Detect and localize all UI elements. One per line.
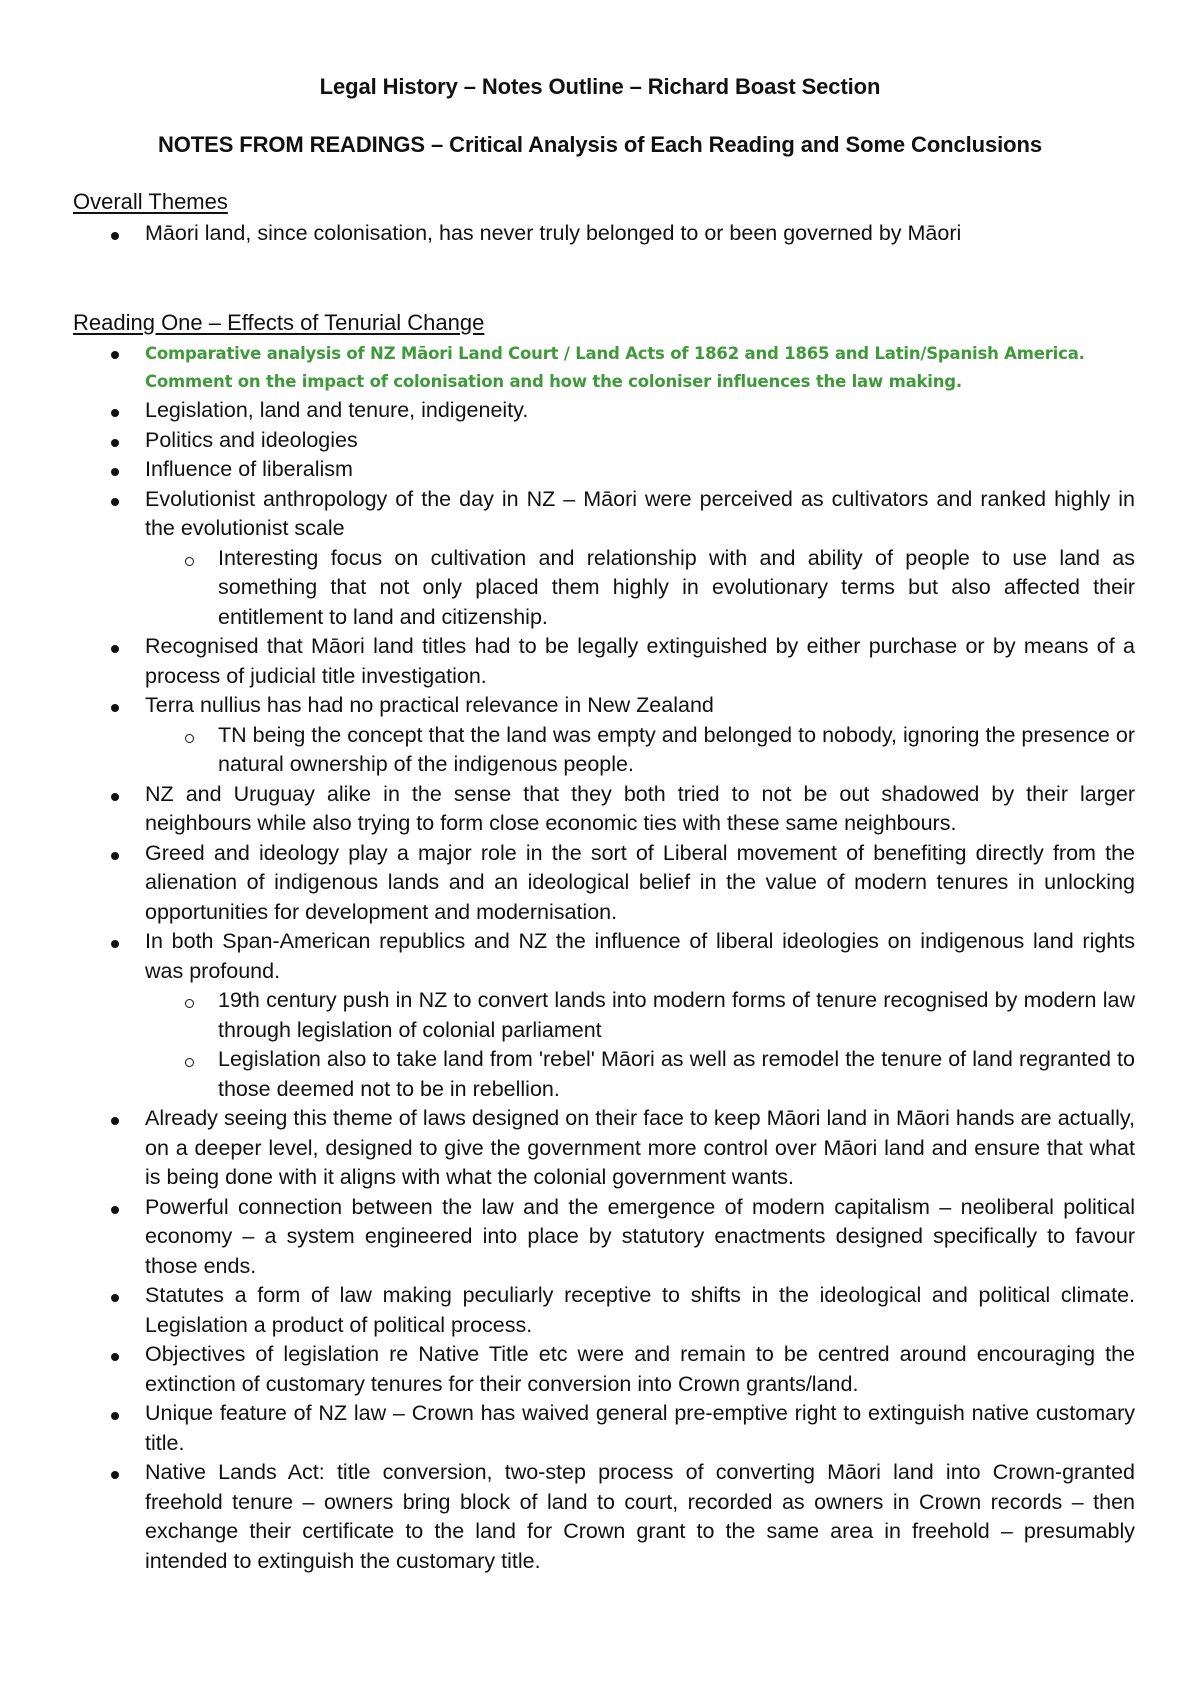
list-item-text: Unique feature of NZ law – Crown has waived general pre-emptive right to extinguish native customary title. (145, 1401, 1135, 1455)
bullet-icon (111, 439, 119, 447)
sub-list-item (145, 986, 1135, 1045)
sub-list-item-text: 19th century push in NZ to convert lands into modern forms of tenure recognised by modern law through legislation of colonial parliament (218, 988, 1135, 1042)
list-item-text: Māori land, since colonisation, has never truly belonged to or been governed by Māori (145, 221, 962, 245)
list-item (0, 1399, 1200, 1458)
bullet-icon (111, 351, 119, 359)
list-item-text: Legislation, land and tenure, indigeneity. (145, 398, 529, 422)
list-item-text: Comparative analysis of NZ Māori Land Court / Land Acts of 1862 and 1865 and Latin/Spanish America. Comment on the impact of colonisation and how the coloniser influences the law making. (145, 344, 1085, 391)
list-item (0, 839, 1200, 928)
list-item (0, 632, 1200, 691)
sub-bullet-icon (185, 734, 194, 743)
list-item (0, 340, 1200, 396)
list-item-text: NZ and Uruguay alike in the sense that they both tried to not be out shadowed by their larger neighbours while also trying to form close economic ties with these same neighbours. (145, 781, 1135, 835)
bullet-icon (111, 409, 119, 417)
list-item-text: Powerful connection between the law and the emergence of modern capitalism – neoliberal political economy – a system engineered into place by statutory enactments designed specifically to favour those ends. (145, 1194, 1135, 1278)
overall-themes-heading: Overall Themes (73, 189, 228, 214)
list-item (0, 485, 1200, 633)
bullet-icon (111, 1353, 119, 1361)
list-item-text: Statutes a form of law making peculiarly receptive to shifts in the ideological and political climate. Legislation a product of political process. (145, 1283, 1135, 1337)
list-item-text: Objectives of legislation re Native Title etc were and remain to be centred around encouraging the extinction of customary tenures for their conversion into Crown grants/land. (145, 1342, 1135, 1396)
overall-themes-list (0, 219, 1200, 249)
sub-bullet-icon (185, 557, 194, 566)
list-item (0, 927, 1200, 1104)
bullet-icon (111, 498, 119, 506)
list-item (0, 691, 1200, 780)
list-item-text: Recognised that Māori land titles had to be legally extinguished by either purchase or by means of a process of judicial title investigation. (145, 634, 1135, 688)
list-item-text: Politics and ideologies (145, 427, 358, 452)
list-item-text: Evolutionist anthropology of the day in NZ – Māori were perceived as cultivators and ranked highly in the evolutionist scale (145, 486, 1135, 540)
list-item-text: Already seeing this theme of laws designed on their face to keep Māori land in Māori hands are actually, on a deeper level, designed to give the government more control over Māori land and ensure that what is being done with it aligns with what the colonial government wants. (145, 1106, 1135, 1189)
sub-list (145, 544, 1135, 633)
bullet-icon (111, 1117, 119, 1125)
list-item-text: Influence of liberalism (145, 457, 353, 481)
list-item (0, 396, 1200, 426)
bullet-icon (111, 793, 119, 801)
sub-list-item (145, 721, 1135, 780)
reading-one-list (0, 340, 1200, 1576)
list-item (0, 219, 1200, 249)
sub-list (145, 986, 1135, 1104)
bullet-icon (111, 940, 119, 948)
list-item (0, 1193, 1200, 1282)
sub-bullet-icon (185, 1058, 194, 1067)
list-item (0, 1458, 1200, 1576)
sub-list-item-text: TN being the concept that the land was empty and belonged to nobody, ignoring the presence or natural ownership of the indigenous people. (218, 722, 1135, 776)
bullet-icon (111, 704, 119, 712)
document-title: Legal History – Notes Outline – Richard Boast Section (319, 74, 881, 99)
document-subtitle: NOTES FROM READINGS – Critical Analysis of Each Reading and Some Conclusions (158, 132, 1042, 157)
sub-bullet-icon (185, 999, 194, 1008)
list-item (0, 1281, 1200, 1340)
list-item-text: Terra nullius has had no practical relevance in New Zealand (145, 693, 714, 717)
list-item-text: Native Lands Act: title conversion, two-step process of converting Māori land into Crown-granted freehold tenure – owners bring block of land to court, recorded as owners in Crown records – then exchange their certificate to the land for Crown grant to the same area in freehold – presumably intended to extinguish the customary title. (145, 1460, 1135, 1573)
list-item-text: Greed and ideology play a major role in the sort of Liberal movement of benefiting directly from the alienation of indigenous lands and an ideological belief in the value of modern tenures in unlocking opportunities for development and modernisation. (145, 840, 1135, 924)
list-item (0, 1340, 1200, 1399)
reading-one-heading: Reading One – Effects of Tenurial Change (73, 310, 485, 335)
sub-list-item (145, 544, 1135, 633)
sub-list-item-text: Interesting focus on cultivation and relationship with and ability of people to use land as something that not only placed them highly in evolutionary terms but also affected their entitlement to land and citizenship. (218, 545, 1135, 629)
list-item (0, 780, 1200, 839)
bullet-icon (111, 852, 119, 860)
bullet-icon (111, 232, 119, 240)
bullet-icon (111, 468, 119, 476)
bullet-icon (111, 1294, 119, 1302)
bullet-icon (111, 1412, 119, 1420)
bullet-icon (111, 1471, 119, 1479)
list-item (0, 1104, 1200, 1193)
list-item-text: In both Span-American republics and NZ the influence of liberal ideologies on indigenous land rights was profound. (145, 929, 1135, 983)
sub-list-item-text: Legislation also to take land from 'rebel' Māori as well as remodel the tenure of land regranted to those deemed not to be in rebellion. (218, 1047, 1135, 1101)
bullet-icon (111, 1206, 119, 1214)
sub-list (145, 721, 1135, 780)
list-item (0, 455, 1200, 485)
sub-list-item (145, 1045, 1135, 1104)
list-item (0, 426, 1200, 456)
bullet-icon (111, 645, 119, 653)
